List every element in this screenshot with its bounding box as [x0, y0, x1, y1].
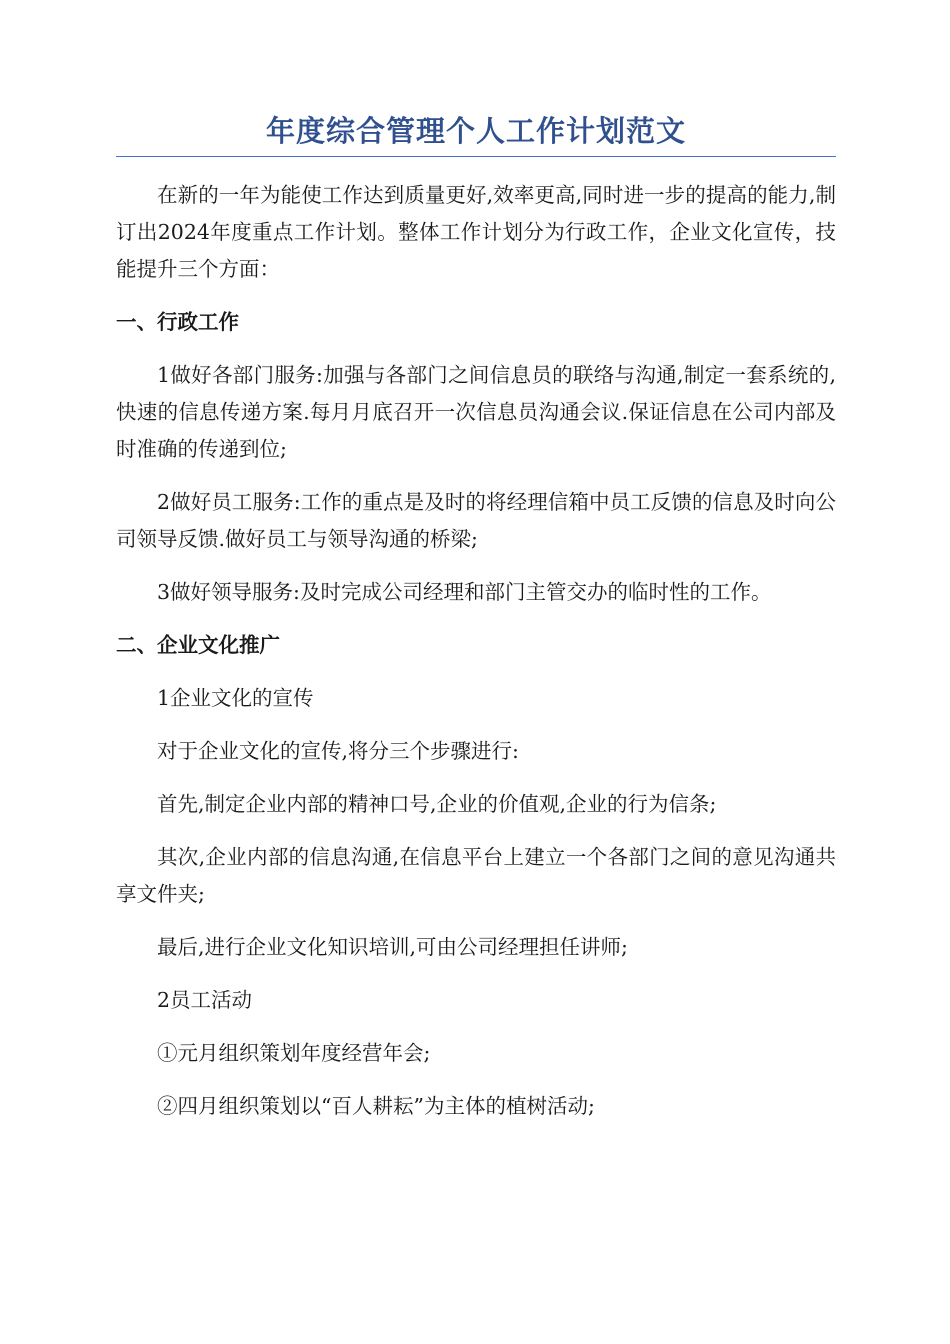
paragraph-employee-activities: 2员工活动 [157, 988, 253, 1012]
paragraph-leader-service: 3做好领导服务:及时完成公司经理和部门主管交办的临时性的工作。 [157, 580, 772, 604]
paragraph-step-last: 最后,进行企业文化知识培训,可由公司经理担任讲师; [157, 935, 628, 959]
document-page [116, 108, 836, 1125]
document-title: 年度综合管理个人工作计划范文 [116, 108, 836, 157]
paragraph-activity-april: ②四月组织策划以“百人耕耘”为主体的植树活动; [157, 1094, 595, 1118]
paragraph-culture-promotion: 1企业文化的宣传 [157, 686, 314, 710]
paragraph-culture-steps: 对于企业文化的宣传,将分三个步骤进行: [157, 739, 519, 763]
paragraph-step-second: 其次,企业内部的信息沟通,在信息平台上建立一个各部门之间的意见沟通共享文件夹; [116, 845, 836, 906]
section-heading-administration: 一、行政工作 [116, 310, 239, 334]
section-heading-culture: 二、企业文化推广 [116, 633, 280, 657]
paragraph-step-first: 首先,制定企业内部的精神口号,企业的价值观,企业的行为信条; [157, 792, 717, 816]
intro-paragraph: 在新的一年为能使工作达到质量更好,效率更高,同时进一步的提高的能力,制订出2024年度重点工作计划。整体工作计划分为行政工作，企业文化宣传，技能提升三个方面： [116, 183, 836, 281]
paragraph-activity-january: ①元月组织策划年度经营年会; [157, 1041, 431, 1065]
paragraph-department-service: 1做好各部门服务:加强与各部门之间信息员的联络与沟通,制定一套系统的,快速的信息传递方案.每月月底召开一次信息员沟通会议.保证信息在公司内部及时准确的传递到位; [116, 363, 836, 461]
paragraph-employee-service: 2做好员工服务:工作的重点是及时的将经理信箱中员工反馈的信息及时向公司领导反馈.做好员工与领导沟通的桥梁; [116, 490, 836, 551]
